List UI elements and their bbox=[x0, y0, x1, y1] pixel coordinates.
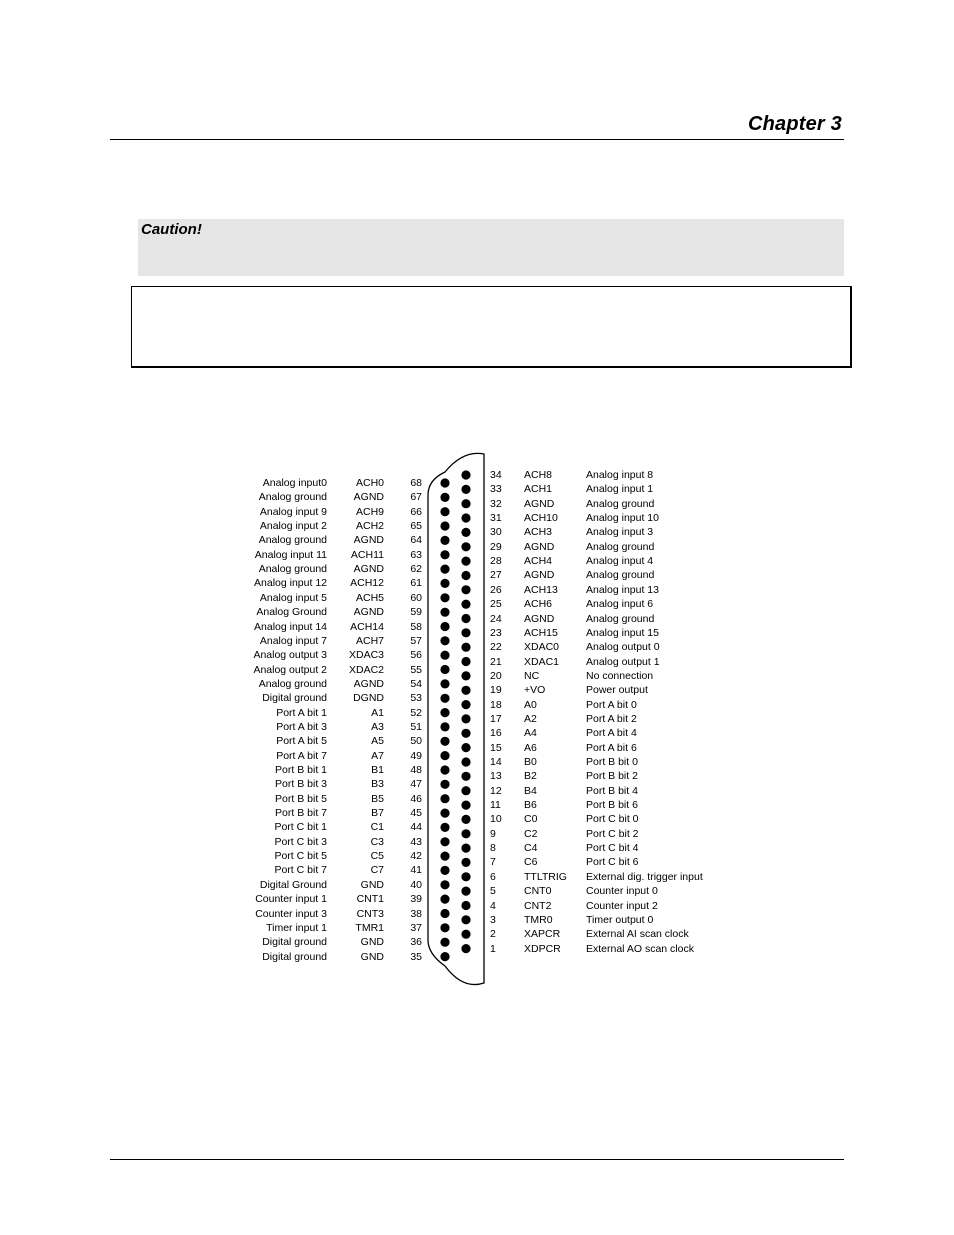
pin-row-right bbox=[250, 698, 710, 712]
pin-row-right bbox=[250, 899, 710, 913]
pin-number: 54 bbox=[410, 677, 422, 690]
pin-signal: TTLTRIG bbox=[524, 870, 567, 883]
pin-row-right bbox=[250, 612, 710, 626]
pin-number: 13 bbox=[490, 770, 502, 783]
pin-description: Digital Ground bbox=[259, 878, 327, 891]
pin-number: 24 bbox=[490, 612, 502, 625]
pin-description: Timer input 1 bbox=[266, 921, 327, 934]
pin-description: Digital ground bbox=[262, 936, 327, 949]
pin-signal: A3 bbox=[371, 720, 384, 733]
pin-description: Port C bit 0 bbox=[586, 813, 639, 826]
pin-signal: NC bbox=[524, 669, 540, 682]
pin-number: 6 bbox=[490, 870, 496, 883]
pin-signal: A2 bbox=[524, 712, 537, 725]
pin-description: Analog input 2 bbox=[259, 520, 327, 533]
pin-number: 56 bbox=[410, 649, 422, 662]
pin-description: Analog input 14 bbox=[254, 620, 327, 633]
pin-description: Analog input 13 bbox=[586, 583, 659, 596]
pin-description: Port A bit 3 bbox=[276, 720, 327, 733]
pin-number: 17 bbox=[490, 712, 502, 725]
pin-row-right bbox=[250, 525, 710, 539]
pin-number: 43 bbox=[410, 835, 422, 848]
pin-signal: ACH5 bbox=[355, 591, 384, 604]
pin-signal: ACH6 bbox=[524, 598, 553, 611]
pin-row-right bbox=[250, 568, 710, 582]
pin-description: Analog output 3 bbox=[253, 649, 327, 662]
pin-row-right bbox=[250, 468, 710, 482]
pin-description: Counter input 0 bbox=[586, 885, 658, 898]
pin-signal: B4 bbox=[524, 784, 537, 797]
pin-signal: XDAC3 bbox=[348, 649, 384, 662]
pin-signal: ACH10 bbox=[524, 512, 558, 525]
pin-signal: ACH7 bbox=[355, 634, 384, 647]
pin-signal: A6 bbox=[524, 741, 537, 754]
pin-signal: GND bbox=[360, 936, 384, 949]
pin-signal: CNT0 bbox=[524, 885, 552, 898]
pin-description: Analog input 4 bbox=[586, 555, 654, 568]
pin-description: Digital ground bbox=[262, 692, 327, 705]
pin-number: 62 bbox=[410, 563, 422, 576]
pin-signal: ACH11 bbox=[350, 548, 384, 561]
pin-signal: ACH1 bbox=[524, 483, 553, 496]
pin-number: 15 bbox=[490, 741, 502, 754]
pin-number: 28 bbox=[490, 555, 502, 568]
pin-description: Analog ground bbox=[586, 612, 655, 625]
pin-number: 47 bbox=[410, 778, 422, 791]
pin-signal: A7 bbox=[371, 749, 384, 762]
pin-description: External AI scan clock bbox=[586, 928, 689, 941]
connector-pinout-diagram bbox=[250, 450, 710, 990]
pin-description: Port B bit 7 bbox=[275, 807, 327, 820]
pin-number: 27 bbox=[490, 569, 502, 582]
pin-description: Port C bit 3 bbox=[274, 835, 327, 848]
pin-signal: ACH13 bbox=[524, 583, 558, 596]
pin-signal: ACH4 bbox=[524, 555, 553, 568]
pin-number: 32 bbox=[490, 497, 502, 510]
pin-signal: XDAC2 bbox=[348, 663, 384, 676]
pin-number: 11 bbox=[490, 799, 501, 812]
pin-row-right bbox=[250, 913, 710, 927]
pin-signal: C7 bbox=[370, 864, 384, 877]
pin-number: 65 bbox=[410, 520, 422, 533]
pin-number: 9 bbox=[490, 827, 496, 840]
pin-signal: ACH15 bbox=[524, 626, 558, 639]
pin-number: 49 bbox=[410, 749, 422, 762]
pin-description: Analog input 1 bbox=[586, 483, 654, 496]
pin-signal: CNT2 bbox=[524, 899, 552, 912]
pin-number: 36 bbox=[410, 936, 422, 949]
pin-number: 12 bbox=[490, 784, 502, 797]
pin-description: Analog output 0 bbox=[586, 641, 660, 654]
pin-description: Port B bit 2 bbox=[586, 770, 638, 783]
pin-row-right bbox=[250, 884, 710, 898]
pin-signal: AGND bbox=[353, 534, 384, 547]
pin-number: 21 bbox=[490, 655, 502, 668]
pin-description: Analog input 9 bbox=[259, 505, 327, 518]
pin-number: 14 bbox=[490, 756, 502, 768]
pin-number: 29 bbox=[490, 540, 502, 553]
pin-row-right bbox=[250, 583, 710, 597]
pin-signal: AGND bbox=[524, 540, 555, 553]
pin-signal: A1 bbox=[371, 706, 384, 719]
pin-description: Port C bit 7 bbox=[274, 864, 327, 877]
pin-row-right bbox=[250, 597, 710, 611]
pin-number: 68 bbox=[410, 477, 422, 489]
pin-description: Analog input 6 bbox=[586, 598, 654, 611]
pin-number: 64 bbox=[410, 534, 422, 547]
pin-signal: C6 bbox=[524, 856, 538, 869]
pin-signal: B2 bbox=[524, 770, 537, 783]
pin-description: Analog ground bbox=[258, 534, 327, 547]
pin-signal: AGND bbox=[353, 491, 384, 504]
pin-description: Port A bit 2 bbox=[586, 712, 637, 725]
note-box bbox=[131, 286, 852, 368]
pin-row-right bbox=[250, 798, 710, 812]
pin-row-right bbox=[250, 841, 710, 855]
pin-row-right bbox=[250, 827, 710, 841]
pin-description: Port C bit 1 bbox=[274, 821, 327, 834]
pin-number: 19 bbox=[490, 684, 502, 697]
pin-description: Analog input 10 bbox=[586, 512, 659, 525]
pin-row-right bbox=[250, 712, 710, 726]
pin-number: 67 bbox=[410, 491, 422, 504]
pin-number: 50 bbox=[410, 735, 422, 748]
pin-number: 52 bbox=[410, 706, 422, 719]
pin-signal: A5 bbox=[371, 735, 384, 748]
pin-description: Analog ground bbox=[586, 569, 655, 582]
pin-number: 51 bbox=[410, 720, 422, 733]
pin-number: 44 bbox=[410, 821, 422, 834]
pin-description: Analog ground bbox=[586, 497, 655, 510]
pin-description: Port C bit 2 bbox=[586, 827, 639, 840]
pin-signal: AGND bbox=[353, 606, 384, 619]
pin-signal: C0 bbox=[524, 813, 538, 826]
pin-row-right bbox=[250, 755, 710, 769]
pin-description: Port A bit 0 bbox=[586, 698, 637, 711]
pin-number: 10 bbox=[490, 813, 502, 826]
pin-signal: DGND bbox=[353, 692, 384, 705]
pin-description: External dig. trigger input bbox=[586, 870, 703, 883]
pin-signal: ACH0 bbox=[355, 477, 384, 489]
pin-signal: ACH2 bbox=[355, 520, 384, 533]
pin-number: 16 bbox=[490, 727, 502, 740]
pin-signal: B5 bbox=[371, 792, 384, 805]
pin-description: Port B bit 5 bbox=[275, 792, 327, 805]
pin-description: Counter input 2 bbox=[586, 899, 658, 912]
pin-number: 22 bbox=[490, 641, 502, 654]
pin-number: 23 bbox=[490, 626, 502, 639]
pin-signal: B6 bbox=[524, 799, 537, 812]
pin-number: 26 bbox=[490, 583, 502, 596]
pin-signal: B3 bbox=[371, 778, 384, 791]
pin-description: Power output bbox=[586, 684, 648, 697]
pin-number: 60 bbox=[410, 591, 422, 604]
pin-signal: C2 bbox=[524, 827, 538, 840]
pin-description: Port A bit 5 bbox=[276, 735, 327, 748]
pin-number: 30 bbox=[490, 526, 502, 539]
pin-description: Analog input 7 bbox=[259, 634, 327, 647]
pin-description: Analog ground bbox=[586, 540, 655, 553]
pin-signal: ACH12 bbox=[350, 577, 384, 590]
pin-number: 2 bbox=[490, 928, 496, 941]
pin-row-right bbox=[250, 741, 710, 755]
pin-number: 48 bbox=[410, 764, 422, 776]
pin-description: Port A bit 1 bbox=[276, 706, 327, 719]
pin-signal: C5 bbox=[370, 850, 384, 863]
pin-description: Port B bit 1 bbox=[275, 764, 327, 776]
pin-number: 20 bbox=[490, 669, 502, 682]
pin-description: No connection bbox=[586, 669, 654, 682]
pin-number: 66 bbox=[410, 505, 422, 518]
pin-description: Port B bit 4 bbox=[586, 784, 638, 797]
pin-signal: +VO bbox=[524, 684, 546, 697]
pin-row-right bbox=[250, 870, 710, 884]
pin-description: Port B bit 0 bbox=[586, 756, 638, 768]
pin-description: Counter input 1 bbox=[255, 893, 327, 906]
pin-description: Analog output 1 bbox=[586, 655, 660, 668]
pin-description: Port C bit 4 bbox=[586, 842, 639, 855]
pin-number: 57 bbox=[410, 634, 422, 647]
pin-signal: A0 bbox=[524, 698, 537, 711]
pin-row-right bbox=[250, 482, 710, 496]
pin-description: Digital ground bbox=[262, 950, 327, 963]
pin-number: 39 bbox=[410, 893, 422, 906]
pin-number: 42 bbox=[410, 850, 422, 863]
pin-number: 38 bbox=[410, 907, 422, 920]
pin-description: Port A bit 4 bbox=[586, 727, 637, 740]
pin-row-right bbox=[250, 640, 710, 654]
pin-row-right bbox=[250, 784, 710, 798]
pin-row-right bbox=[250, 554, 710, 568]
pin-number: 31 bbox=[490, 512, 502, 525]
pin-signal: XDAC0 bbox=[524, 641, 560, 654]
pin-signal: AGND bbox=[524, 569, 555, 582]
pin-number: 46 bbox=[410, 792, 422, 805]
pin-row-right bbox=[250, 540, 710, 554]
pin-description: Analog input 8 bbox=[586, 469, 654, 481]
pin-number: 41 bbox=[410, 864, 422, 877]
pin-number: 8 bbox=[490, 842, 496, 855]
pin-row-right bbox=[250, 812, 710, 826]
pin-description: Analog input0 bbox=[262, 477, 327, 489]
chapter-heading: Chapter 3 bbox=[747, 113, 842, 135]
pin-description: Analog ground bbox=[258, 491, 327, 504]
pin-description: Analog ground bbox=[258, 677, 327, 690]
pin-row-right bbox=[250, 769, 710, 783]
pin-number: 58 bbox=[410, 620, 422, 633]
pin-number: 7 bbox=[490, 856, 496, 869]
pin-signal: AGND bbox=[524, 497, 555, 510]
pin-row-right bbox=[250, 511, 710, 525]
pin-signal: ACH3 bbox=[524, 526, 553, 539]
pin-number: 18 bbox=[490, 698, 502, 711]
pin-description: Counter input 3 bbox=[255, 907, 327, 920]
pin-signal: C3 bbox=[370, 835, 384, 848]
pin-signal: AGND bbox=[524, 612, 555, 625]
pin-description: Timer output 0 bbox=[586, 913, 654, 926]
footer-rule bbox=[110, 1159, 844, 1160]
pin-row-right bbox=[250, 655, 710, 669]
pin-signal: B0 bbox=[524, 756, 537, 768]
pin-description: Analog input 11 bbox=[254, 548, 327, 561]
pin-number: 25 bbox=[490, 598, 502, 611]
pin-row-right bbox=[250, 927, 710, 941]
pin-row-right bbox=[250, 726, 710, 740]
pin-number: 5 bbox=[490, 885, 496, 898]
pin-number: 61 bbox=[410, 577, 422, 590]
pin-row-right bbox=[250, 942, 710, 956]
pin-description: Analog ground bbox=[258, 563, 327, 576]
pin-signal: C4 bbox=[524, 842, 538, 855]
pin-signal: ACH9 bbox=[355, 505, 384, 518]
caution-title: Caution! bbox=[141, 221, 202, 238]
pin-row-right bbox=[250, 497, 710, 511]
pin-description: Analog Ground bbox=[256, 606, 327, 619]
pin-description: Port B bit 6 bbox=[586, 799, 638, 812]
pin-signal: TMR0 bbox=[524, 913, 553, 926]
pin-number: 4 bbox=[490, 899, 496, 912]
pin-description: Port A bit 7 bbox=[276, 749, 327, 762]
pin-signal: CNT3 bbox=[356, 907, 384, 920]
pin-signal: TMR1 bbox=[355, 921, 384, 934]
pin-signal: XAPCR bbox=[524, 928, 561, 941]
pin-description: Analog input 12 bbox=[254, 577, 327, 590]
pin-row-right bbox=[250, 855, 710, 869]
pin-row-right bbox=[250, 626, 710, 640]
pin-signal: C1 bbox=[370, 821, 384, 834]
pin-signal: XDAC1 bbox=[524, 655, 560, 668]
pin-number: 40 bbox=[410, 878, 422, 891]
pin-description: Analog output 2 bbox=[253, 663, 327, 676]
pin-signal: GND bbox=[360, 950, 384, 963]
pin-signal: B1 bbox=[371, 764, 384, 776]
pin-number: 3 bbox=[490, 913, 496, 926]
pin-number: 55 bbox=[410, 663, 422, 676]
pin-description: Analog input 3 bbox=[586, 526, 654, 539]
pin-row-right bbox=[250, 669, 710, 683]
pin-number: 37 bbox=[410, 921, 422, 934]
pin-signal: GND bbox=[360, 878, 384, 891]
pin-signal: ACH14 bbox=[350, 620, 384, 633]
pin-description: Port C bit 5 bbox=[274, 850, 327, 863]
caution-box bbox=[138, 219, 844, 276]
pin-number: 35 bbox=[410, 950, 422, 963]
pin-description: Port A bit 6 bbox=[586, 741, 637, 754]
pin-description: External AO scan clock bbox=[586, 942, 694, 955]
pin-signal: AGND bbox=[353, 563, 384, 576]
pin-description: Analog input 15 bbox=[586, 626, 659, 639]
pin-description: Port B bit 3 bbox=[275, 778, 327, 791]
pin-number: 45 bbox=[410, 807, 422, 820]
pin-number: 1 bbox=[490, 942, 496, 955]
pin-number: 63 bbox=[410, 548, 422, 561]
pin-signal: XDPCR bbox=[524, 942, 561, 955]
header-rule bbox=[110, 139, 844, 140]
pin-number: 53 bbox=[410, 692, 422, 705]
pin-signal: AGND bbox=[353, 677, 384, 690]
pin-description: Analog input 5 bbox=[259, 591, 327, 604]
pin-description: Port C bit 6 bbox=[586, 856, 639, 869]
pin-signal: B7 bbox=[371, 807, 384, 820]
pin-signal: ACH8 bbox=[524, 469, 553, 481]
pin-signal: A4 bbox=[524, 727, 537, 740]
pin-number: 34 bbox=[490, 469, 502, 481]
pin-number: 59 bbox=[410, 606, 422, 619]
pin-signal: CNT1 bbox=[356, 893, 384, 906]
pin-number: 33 bbox=[490, 483, 502, 496]
pin-row-right bbox=[250, 683, 710, 697]
